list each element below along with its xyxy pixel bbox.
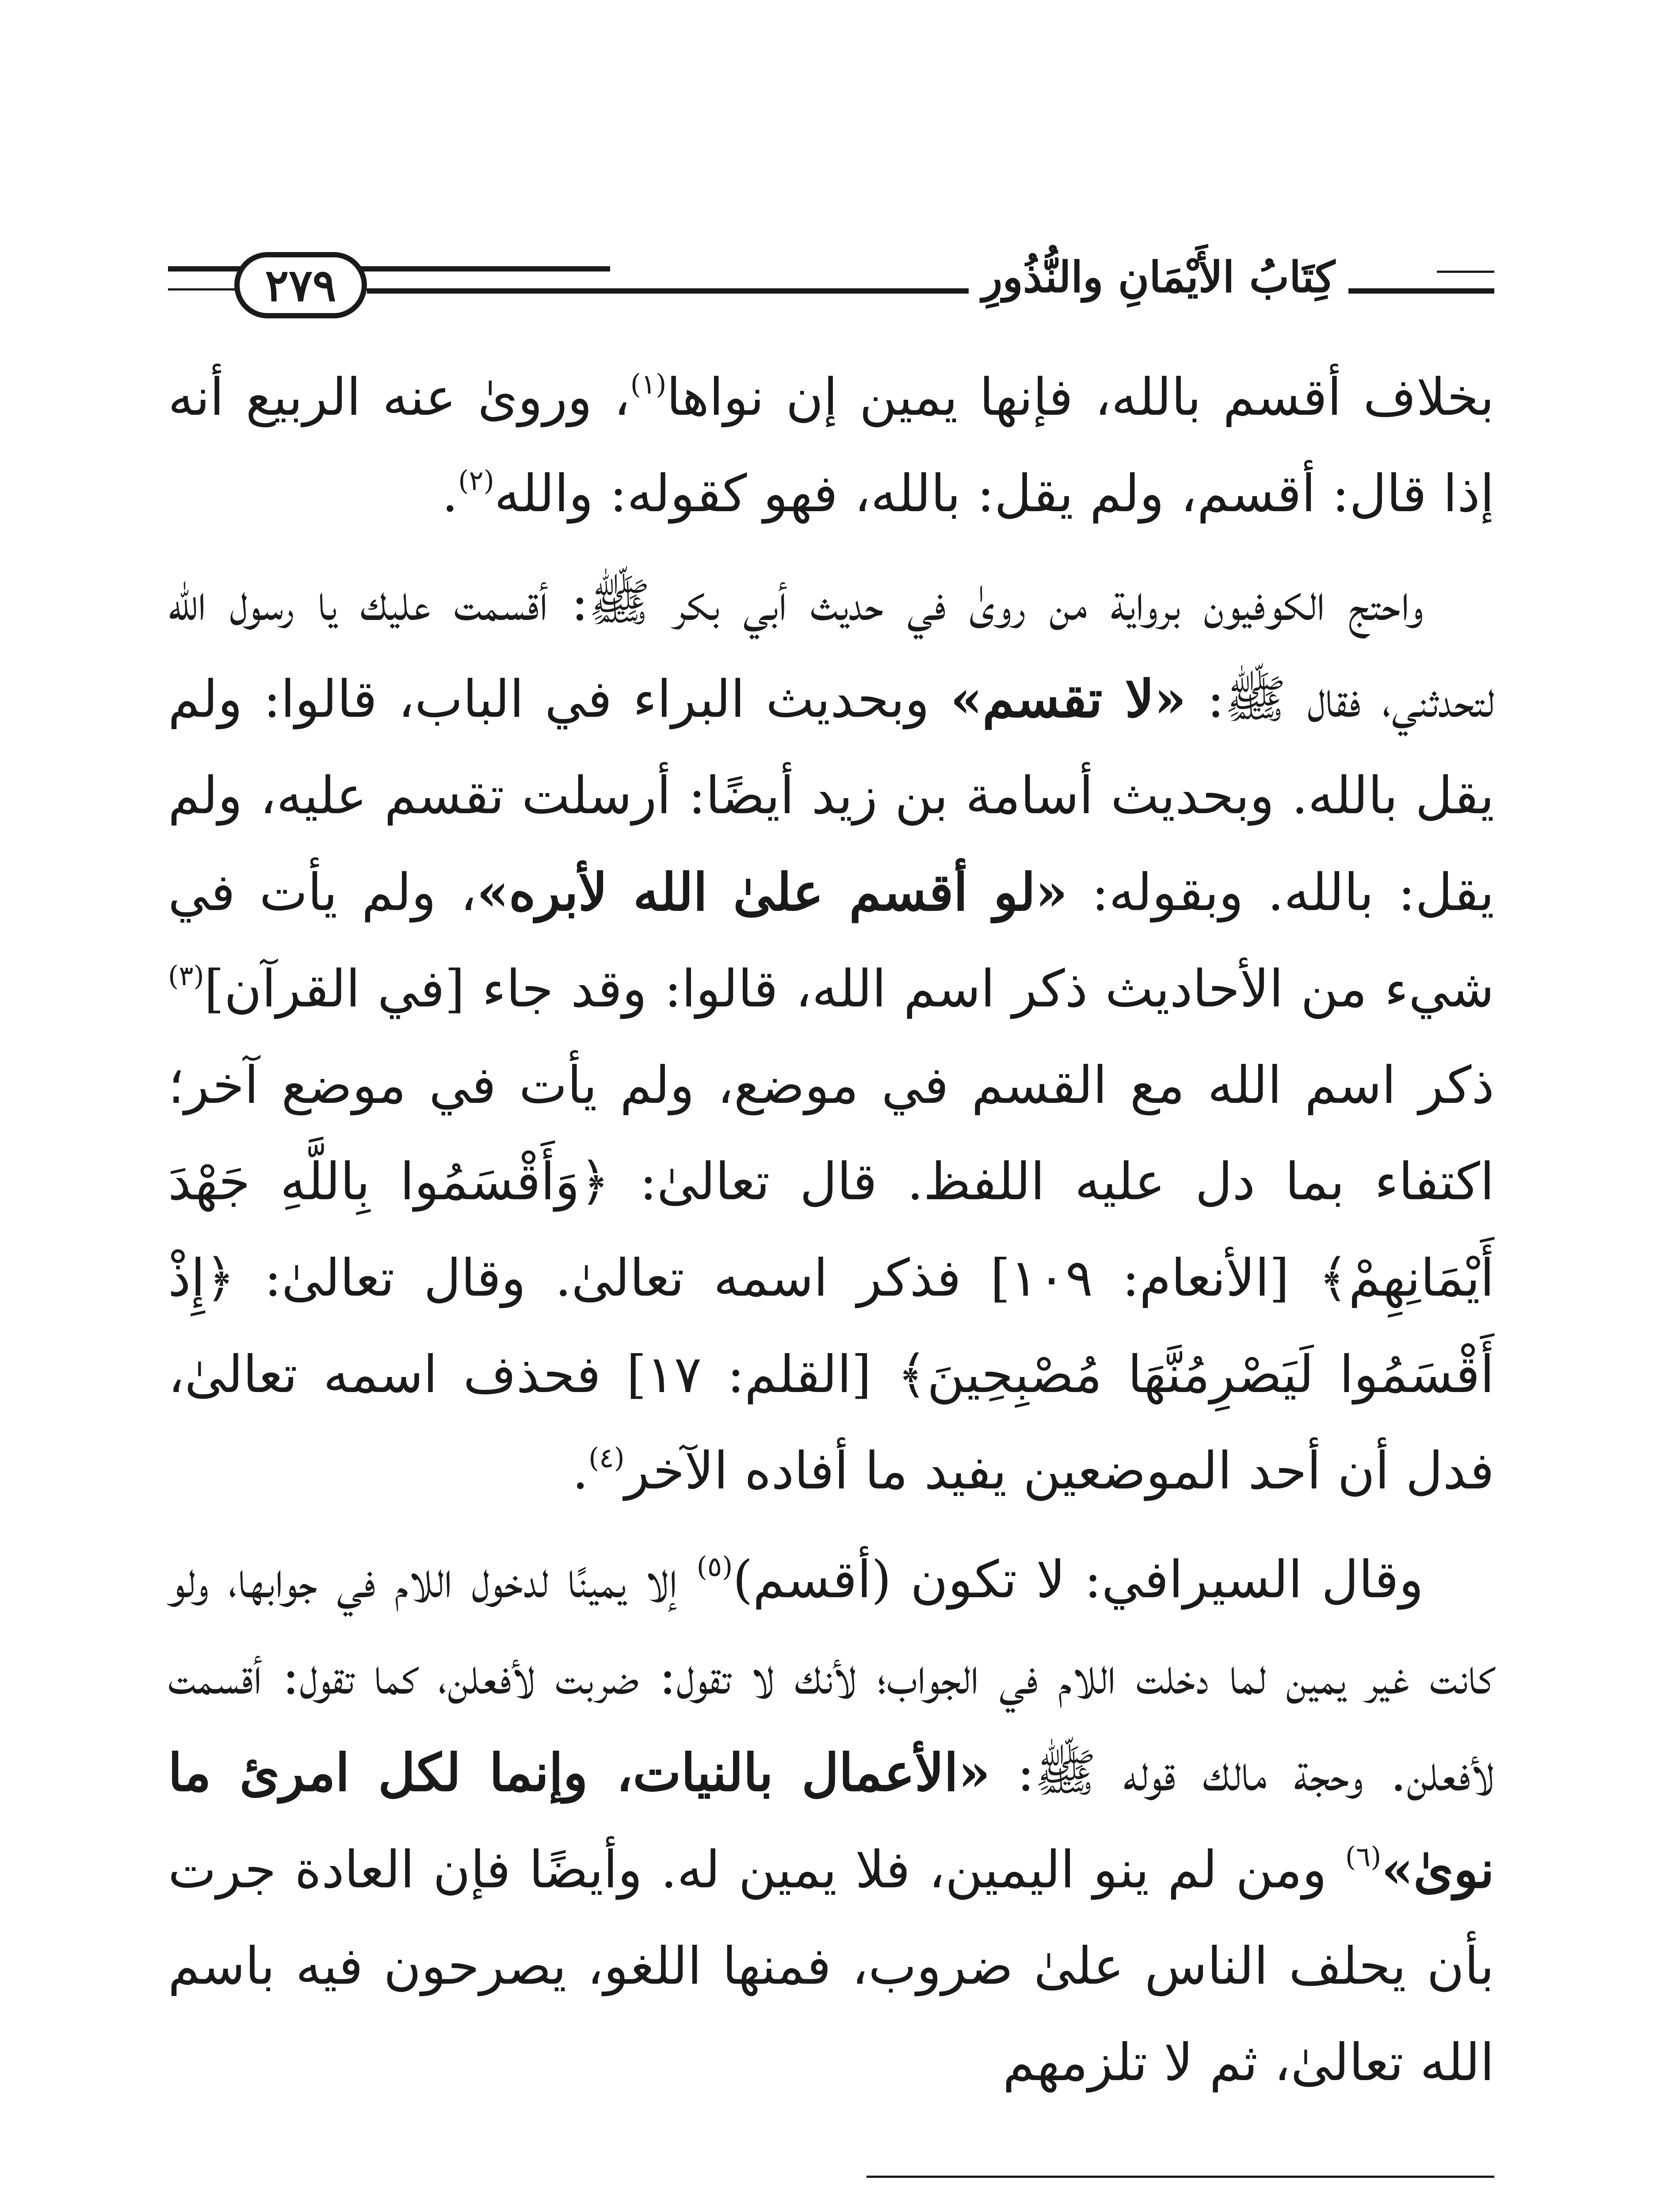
- text-run: ، ولم يأت في شيء من الأحاديث ذكر اسم الله، قالوا: وقد جاء [في القرآن]: [168, 863, 1494, 1019]
- header-rule-left-top: [168, 266, 610, 272]
- paragraph-1: [168, 349, 1494, 542]
- footnote-ref-1[interactable]: (١): [630, 368, 667, 400]
- text-run: إلا يمينًا لدخول اللام في جوابها، ولو كانت غير يمين لما دخلت اللام في الجواب؛ لأنك لا تقول: ضربت لأفعلن، كما تقول: أقسمت لأفعلن. وحجة مالك قوله ﷺ:: [168, 1550, 1495, 1803]
- text-run: ، وروىٰ عنه الربيع أنه إذا قال: أقسم، ولم يقل: بالله، فهو كقوله: والله: [168, 367, 1494, 524]
- footnote-ref-2[interactable]: (٢): [458, 464, 494, 497]
- footnote-ref-6[interactable]: (٦): [1345, 1840, 1382, 1873]
- main-text: [168, 349, 1494, 2123]
- text-run: بخلاف أقسم بالله، فإنها يمين إن نواها: [666, 367, 1494, 427]
- hadith-quote: «لا تقسم»: [950, 669, 1187, 729]
- text-run: ومن لم ينو اليمين، فلا يمين له. وأيضًا فإن العادة جرت بأن يحلف الناس علىٰ ضروب، فمنها اللغو، يصرحون فيه باسم الله تعالىٰ، ثم لا تلزمهم: [168, 1840, 1494, 2092]
- quran-verse: ﴿وَأَقْسَمُوا بِاللَّهِ جَهْدَ أَيْمَانِهِمْ﴾: [168, 1152, 1494, 1308]
- footnotes: [133, 2202, 1494, 2211]
- footnote-ref-3[interactable]: (٣): [168, 960, 204, 992]
- footnote-text: [133, 2202, 1415, 2211]
- page-number-badge: [234, 252, 367, 318]
- paragraph-3: [168, 1532, 1494, 2111]
- text-run: وبحديث البراء في الباب، قالوا: ولم يقل بالله. وبحديث أسامة بن زيد أيضًا: أرسلت تقسم عليه، ولم يقل: بالله. وبقوله:: [168, 669, 1494, 922]
- text-run: [الأنعام: ١٠٩] فذكر اسمه تعالىٰ. وقال تعالىٰ:: [264, 1248, 1290, 1308]
- hadith-quote: «الأعمال بالنيات، وإنما لكل امرئ ما نوىٰ»: [168, 1743, 1495, 1900]
- text-run: واحتج الكوفيون برواية من روىٰ في حديث أبي بكر ﷺ: أقسمت عليك يا رسول الله لتحدثني، فقال ﷺ:: [168, 573, 1494, 729]
- page-number: ٢٧٩: [265, 259, 336, 311]
- footnote-number: [1415, 2202, 1494, 2211]
- footnote-ref-4[interactable]: (٤): [588, 1442, 625, 1474]
- text-run: ذكر اسم الله مع القسم في موضع، ولم يأت في موضع آخر؛ اكتفاء بما دل عليه اللفظ. قال تعالىٰ:: [168, 1056, 1495, 1212]
- text-run: .: [572, 1441, 589, 1501]
- header-rule-right-top: [1437, 271, 1494, 273]
- footnote-separator: [867, 2176, 1494, 2178]
- quran-verse: ﴿إِذْ أَقْسَمُوا لَيَصْرِمُنَّهَا مُصْبِحِينَ﴾: [168, 1248, 1494, 1404]
- text-run: [القلم: ١٧] فحذف اسمه تعالىٰ، فدل أن أحد الموضعين يفيد ما أفاده الآخر: [168, 1345, 1494, 1501]
- hadith-quote: «لو أقسم علىٰ الله لأبره»: [477, 862, 1068, 922]
- page-header: [168, 248, 1494, 323]
- footnote-1: [133, 2202, 1494, 2211]
- text-run: وقال السيرافي: لا تكون (أقسم): [733, 1550, 1424, 1610]
- book-title: كِتَابُ الأَيْمَانِ والنُّذُورِ: [969, 252, 1348, 302]
- paragraph-2: [168, 555, 1494, 1519]
- footnote-ref-5[interactable]: (٥): [696, 1550, 733, 1583]
- text-run: .: [442, 464, 458, 524]
